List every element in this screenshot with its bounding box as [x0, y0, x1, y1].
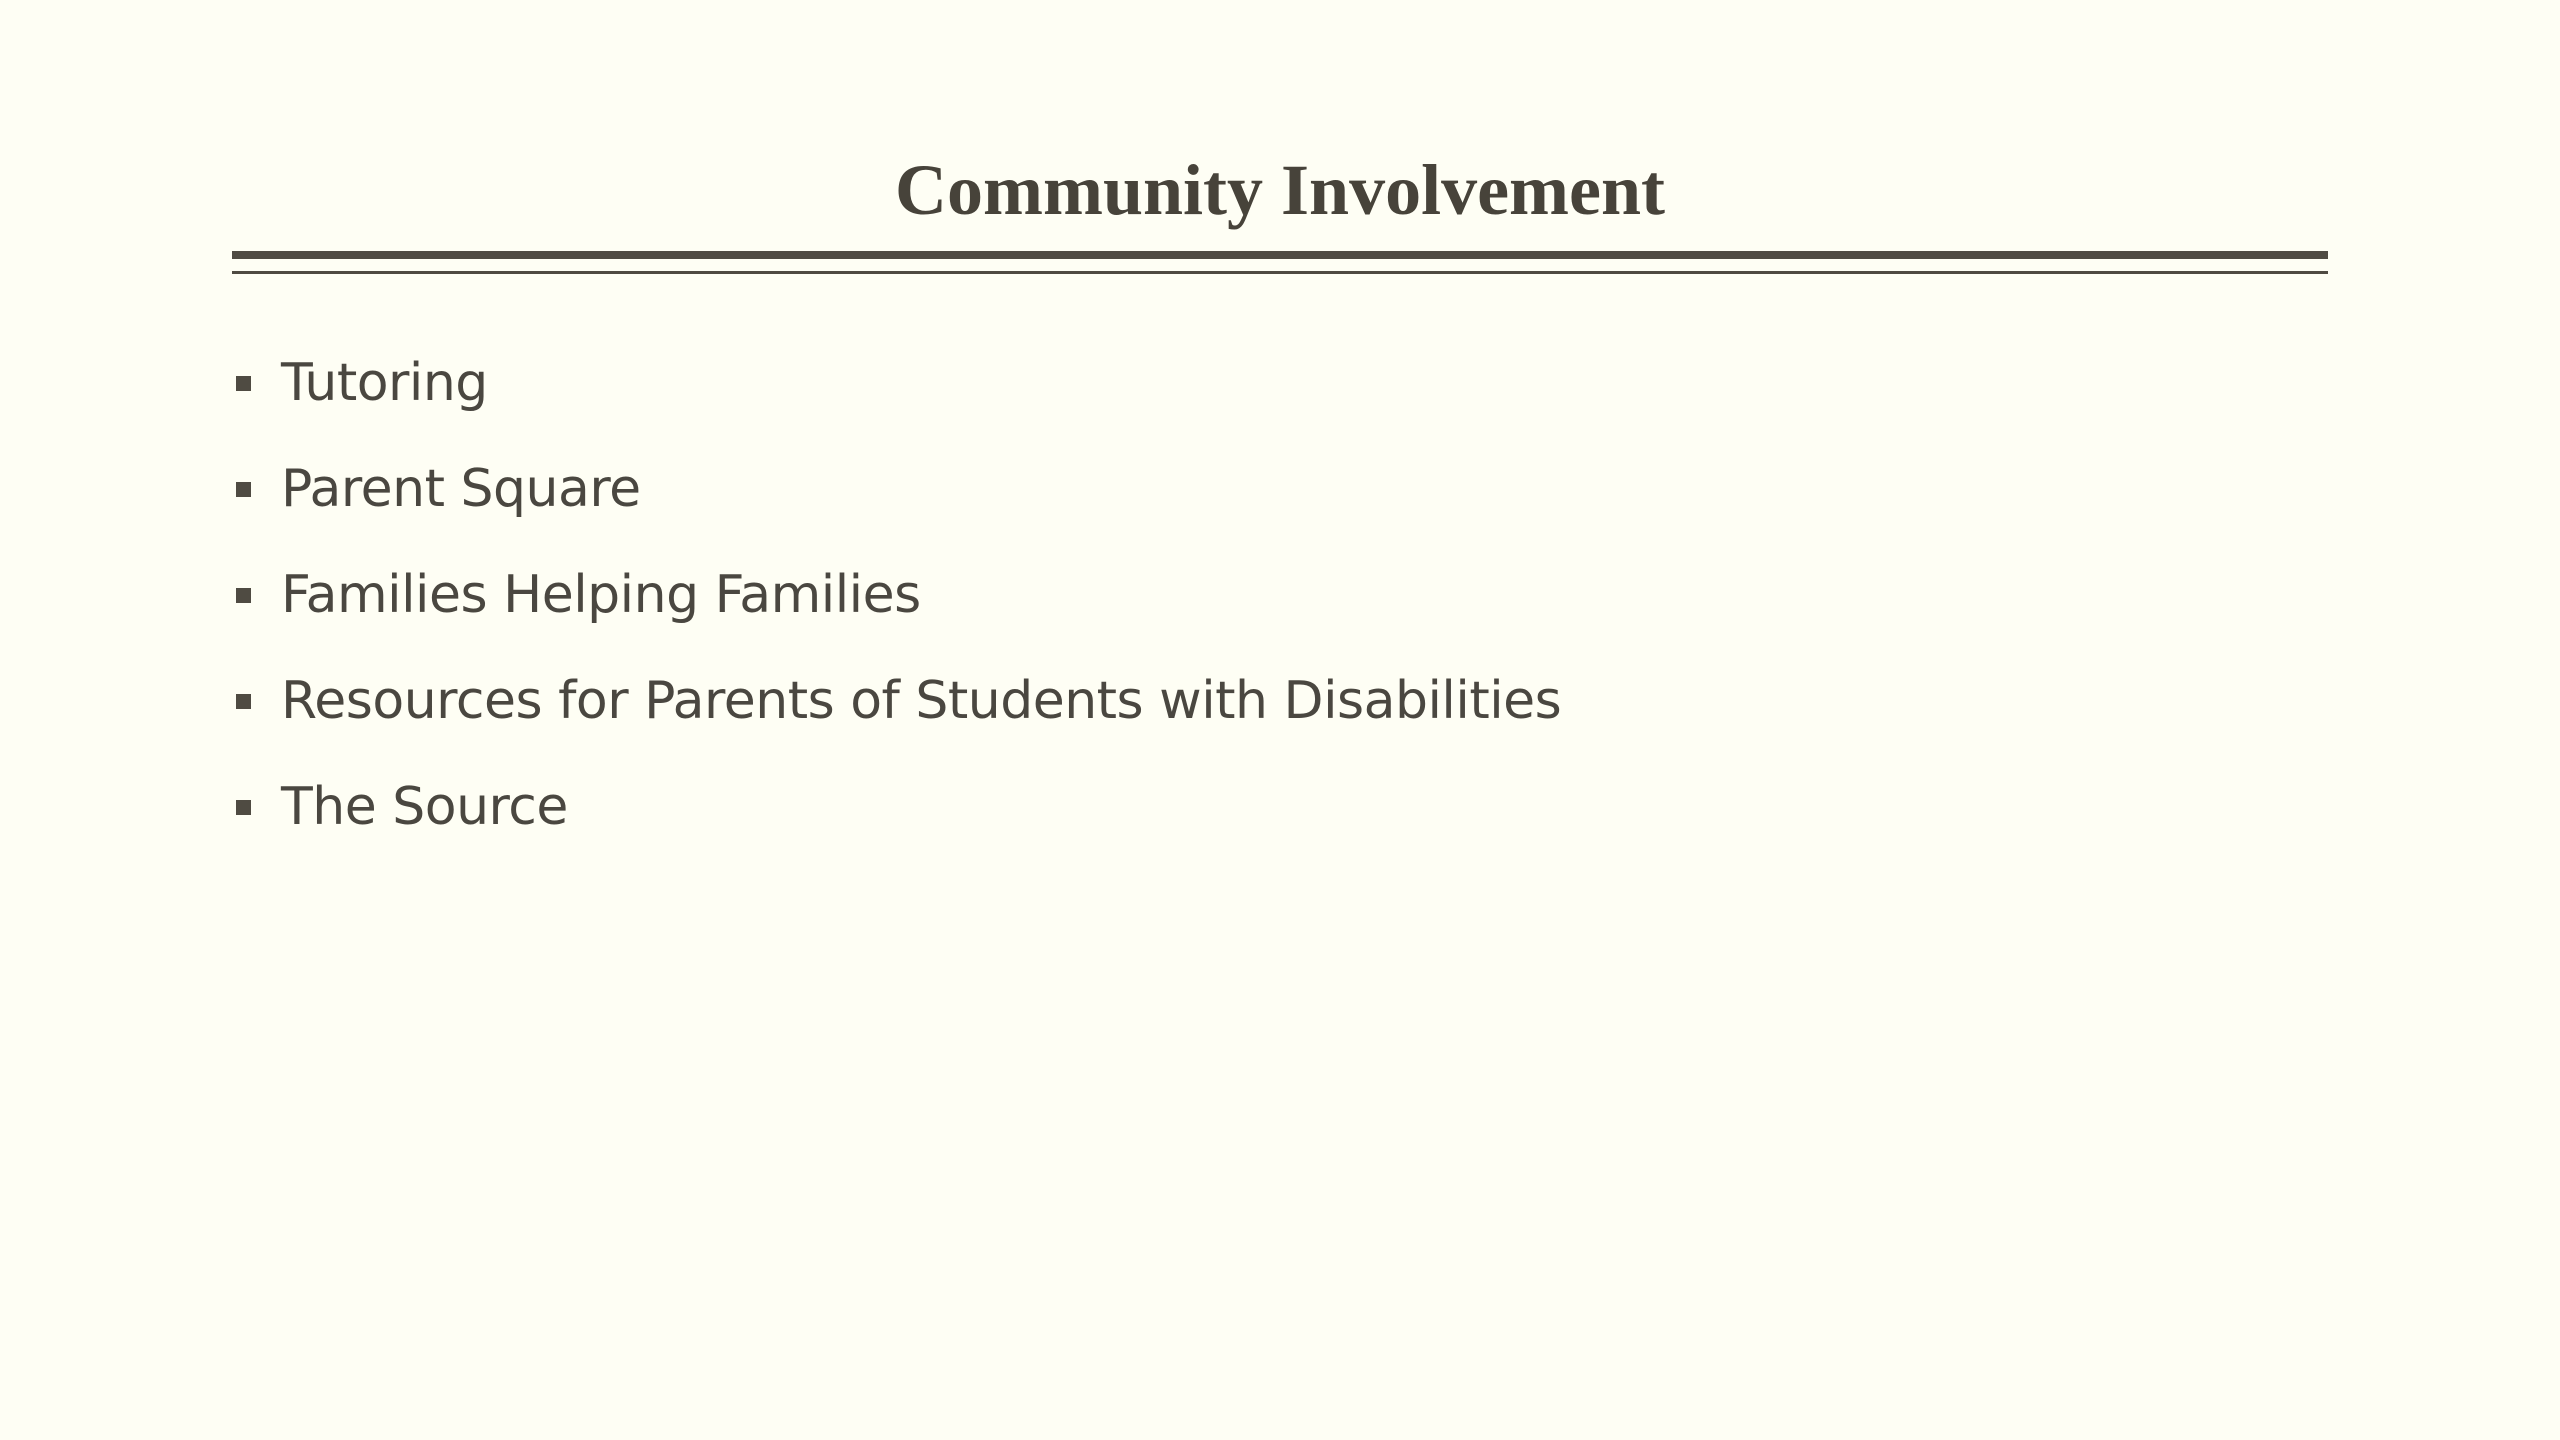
bullet-list — [232, 330, 2232, 860]
square-bullet-icon — [236, 694, 251, 709]
square-bullet-icon — [236, 800, 251, 815]
title-divider-thick — [232, 251, 2328, 259]
bullet-text-families-helping-families: Families Helping Families — [281, 565, 921, 625]
square-bullet-icon — [236, 376, 251, 391]
bullet-item — [232, 330, 2232, 436]
square-bullet-icon — [236, 588, 251, 603]
slide-title: Community Involvement — [895, 150, 1665, 230]
bullet-item — [232, 436, 2232, 542]
bullet-text-tutoring: Tutoring — [281, 353, 488, 413]
bullet-text-resources-for-parents: Resources for Parents of Students with Disabilities — [281, 671, 1562, 731]
bullet-item — [232, 754, 2232, 860]
bullet-item — [232, 648, 2232, 754]
title-divider-thin — [232, 271, 2328, 274]
square-bullet-icon — [236, 482, 251, 497]
bullet-text-the-source: The Source — [281, 777, 568, 837]
bullet-text-parent-square: Parent Square — [281, 459, 641, 519]
bullet-item — [232, 542, 2232, 648]
